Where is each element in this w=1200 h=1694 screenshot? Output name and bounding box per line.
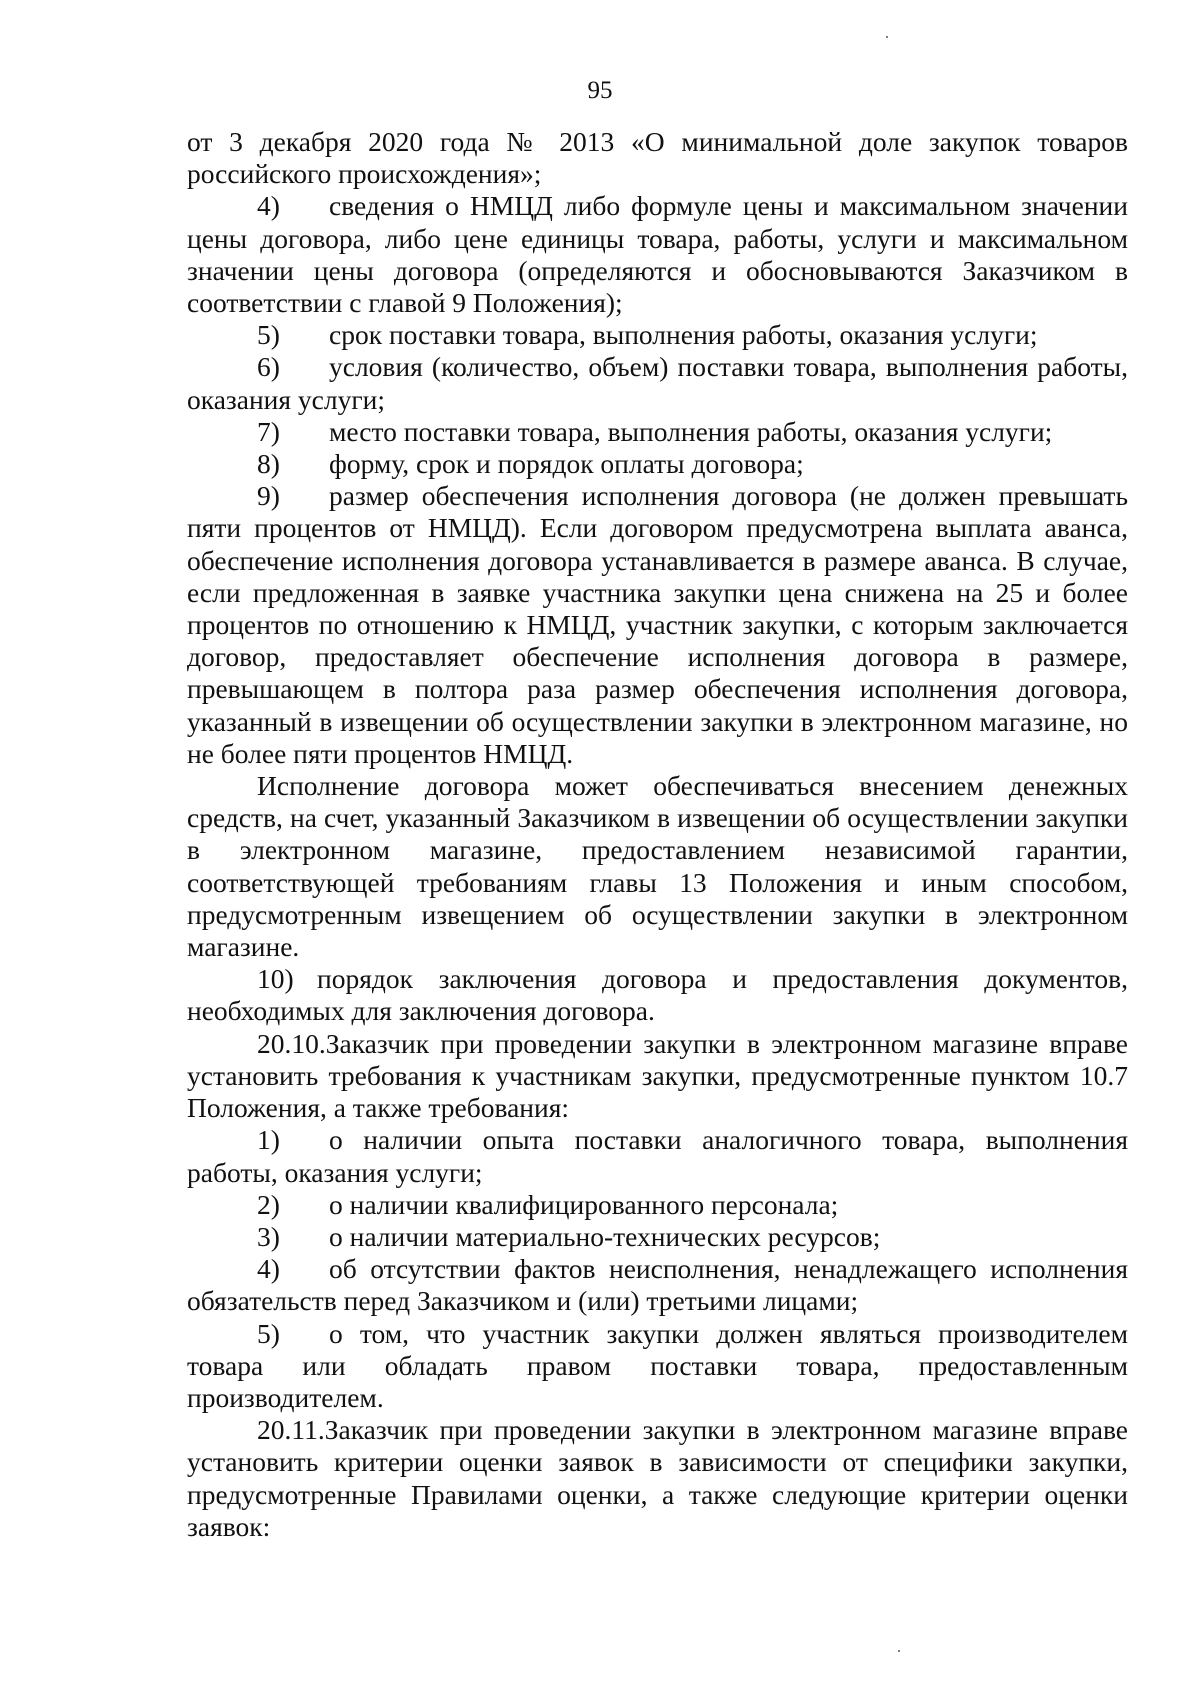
paragraph-text: от 3 декабря 2020 года № 2013 «О минимальной доле закупок товаров российского происхождения»; <box>187 126 1128 190</box>
paragraph-text: место поставки товара, выполнения работы, оказания услуги; <box>329 415 1053 447</box>
requirement-item-3 <box>187 1221 1128 1253</box>
requirement-item-5 <box>187 1318 1128 1415</box>
list-item-10 <box>187 963 1128 1027</box>
paragraph-text: условия (количество, объем) поставки товара, выполнения работы, оказания услуги; <box>187 351 1128 415</box>
list-item-7 <box>187 416 1128 448</box>
paragraph-contract-security <box>187 770 1128 963</box>
paragraph-text: сведения о НМЦД либо формуле цены и максимальном значении цены договора, либо цене единицы товара, работы, услуги и максимальном значении цены договора (определяются и обосновываются Заказчиком в соответствии с главой 9 Положения); <box>187 190 1128 319</box>
document-body <box>187 126 1128 1543</box>
paragraph-text: о наличии опыта поставки аналогичного товара, выполнения работы, оказания услуги; <box>187 1124 1128 1188</box>
paragraph-text: о наличии материально-технических ресурсов; <box>329 1220 881 1252</box>
paragraph-text: 20.11.Заказчик при проведении закупки в электронном магазине вправе установить критерии оценки заявок в зависимости от специфики закупки, предусмотренные Правилами оценки, а также следующие критерии оценки заявок: <box>187 1414 1128 1542</box>
list-number: 10) <box>257 963 294 995</box>
clause-20-10 <box>187 1028 1128 1125</box>
list-item-9 <box>187 480 1128 770</box>
paragraph-text: о наличии квалифицированного персонала; <box>329 1188 839 1220</box>
list-number: 7) <box>257 415 280 447</box>
list-number: 3) <box>257 1220 280 1252</box>
list-number: 2) <box>257 1188 280 1220</box>
list-item-5 <box>187 319 1128 351</box>
list-item-6 <box>187 351 1128 415</box>
list-number: 4) <box>257 190 280 222</box>
scan-speck <box>886 36 888 38</box>
paragraph-text: о том, что участник закупки должен являться производителем товара или обладать правом поставки товара, предоставленным производителем. <box>187 1317 1128 1413</box>
paragraph-text: 20.10.Заказчик при проведении закупки в электронном магазине вправе установить требования к участникам закупки, предусмотренные пунктом 10.7 Положения, а также требования: <box>187 1027 1128 1124</box>
list-number: 5) <box>257 1317 280 1349</box>
page-number: 95 <box>587 77 613 104</box>
list-item-8 <box>187 448 1128 480</box>
paragraph-text: срок поставки товара, выполнения работы, оказания услуги; <box>329 319 1038 351</box>
list-item-4 <box>187 190 1128 319</box>
paragraph-text: размер обеспечения исполнения договора (не должен превышать пяти процентов от НМЦД). Если договором предусмотрена выплата аванса, обеспечение исполнения договора устанавливается в размере аванса. В случае, если предложенная в заявке участника закупки цена снижена на 25 и более процентов по отношению к НМЦД, участник закупки, с которым заключается договор, предоставляет обеспечение исполнения договора в размере, превышающем в полтора раза размер обеспечения исполнения договора, указанный в извещении об осуществлении закупки в электронном магазине, но не более пяти процентов НМЦД. <box>187 480 1128 769</box>
scan-speck <box>898 1650 900 1652</box>
list-number: 1) <box>257 1124 280 1156</box>
list-number: 4) <box>257 1253 280 1285</box>
paragraph-text: Исполнение договора может обеспечиваться внесением денежных средств, на счет, указанный Заказчиком в извещении об осуществлении закупки в электронном магазине, предоставлением независимой гарантии, соответствующей требованиям главы 13 Положения и иным способом, предусмотренным извещением об осуществлении закупки в электронном магазине. <box>187 770 1128 963</box>
requirement-item-2 <box>187 1189 1128 1221</box>
list-number: 9) <box>257 480 280 512</box>
paragraph-continuation <box>187 126 1128 190</box>
paragraph-text: порядок заключения договора и предоставления документов, необходимых для заключения договора. <box>187 963 1128 1027</box>
list-number: 5) <box>257 319 280 351</box>
requirement-item-1 <box>187 1124 1128 1188</box>
paragraph-text: форму, срок и порядок оплаты договора; <box>329 448 804 480</box>
clause-20-11 <box>187 1414 1128 1543</box>
list-number: 6) <box>257 351 280 383</box>
paragraph-text: об отсутствии фактов неисполнения, ненадлежащего исполнения обязательств перед Заказчиком и (или) третьими лицами; <box>187 1253 1128 1317</box>
list-number: 8) <box>257 448 280 480</box>
requirement-item-4 <box>187 1253 1128 1317</box>
